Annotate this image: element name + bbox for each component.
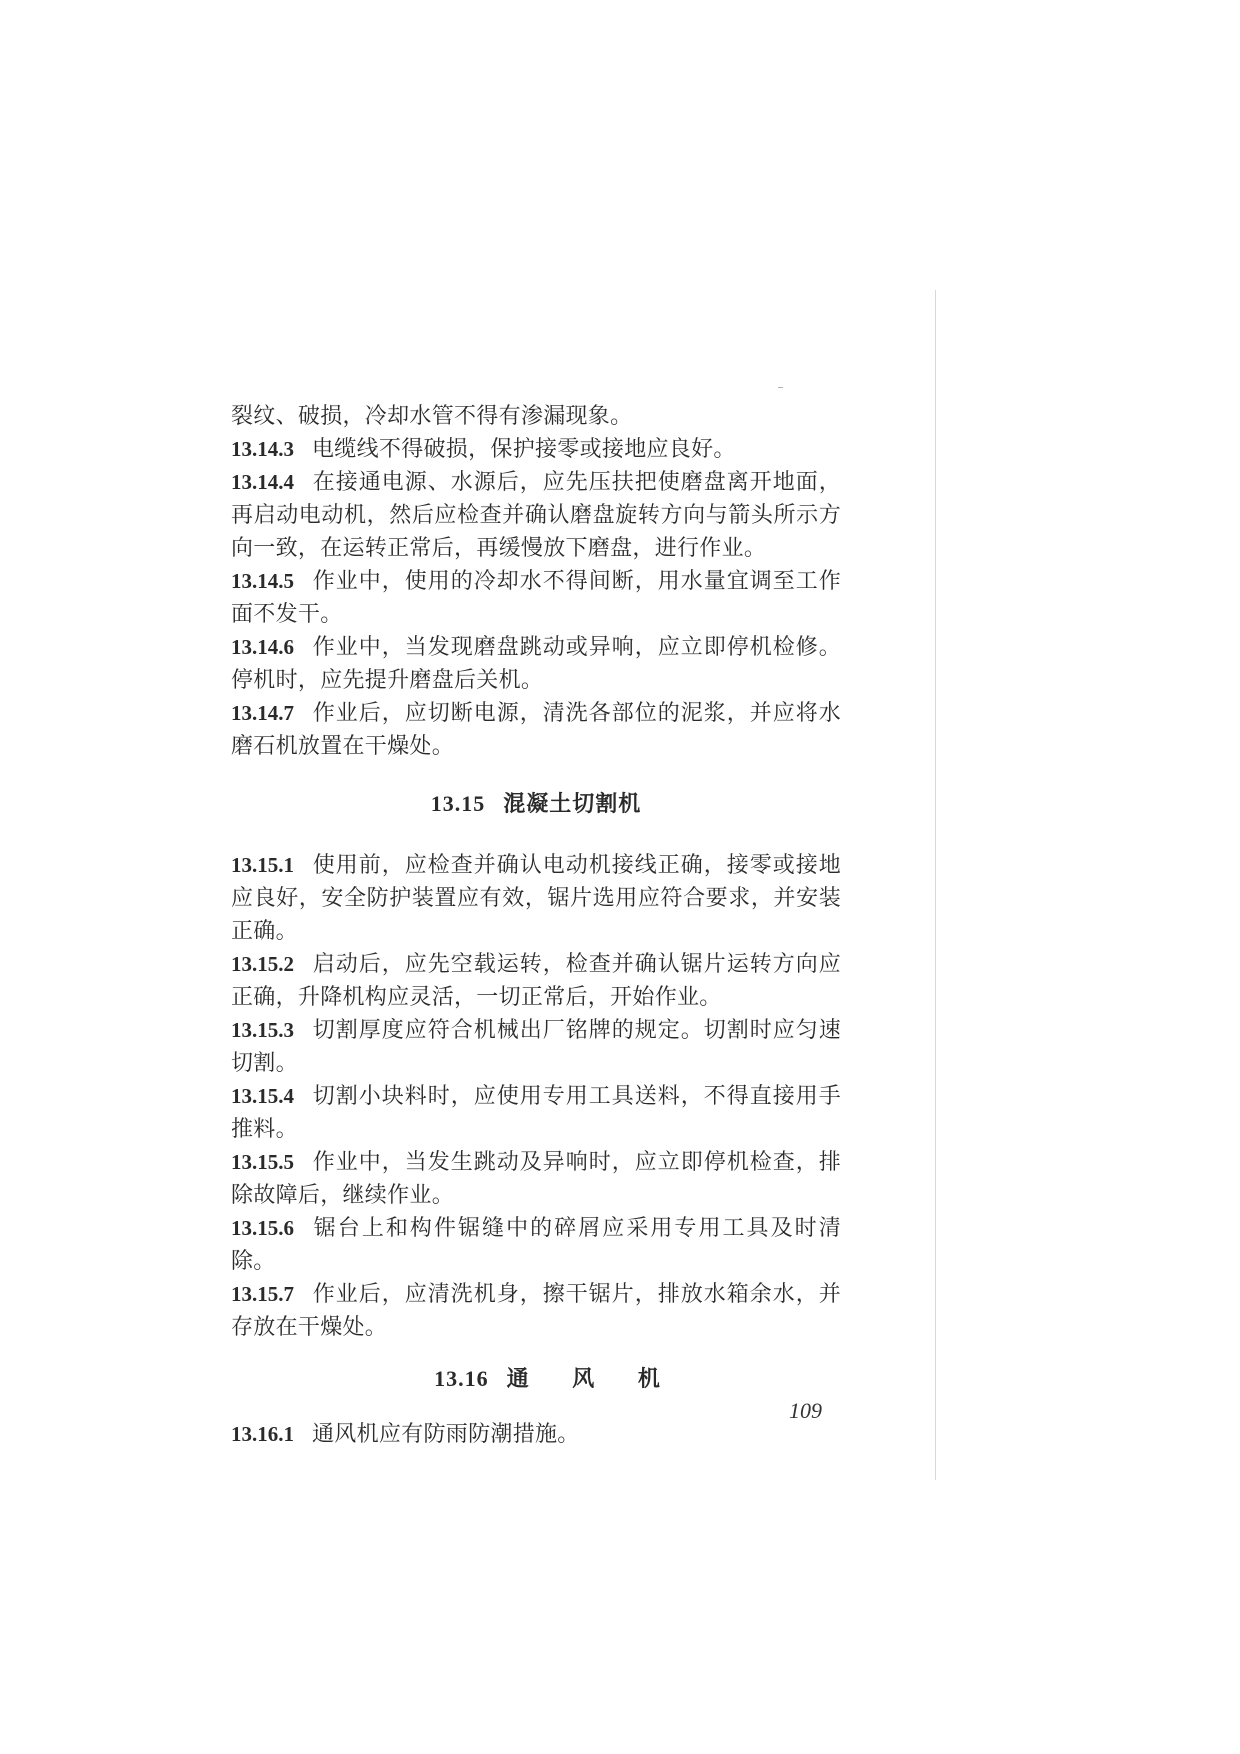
clause-text: 电缆线不得破损，保护接零或接地应良好。 <box>312 437 736 462</box>
clause-13-15-1 <box>231 849 841 948</box>
clause-13-15-6 <box>231 1212 841 1278</box>
clause-text: 通风机应有防雨防潮措施。 <box>312 1422 580 1447</box>
clause-text: 作业中，当发现磨盘跳动或异响，应立即停机检修。停机时，应先提升磨盘后关机。 <box>231 635 841 693</box>
clause-text: 作业后，应切断电源，清洗各部位的泥浆，并应将水磨石机放置在干燥处。 <box>231 701 841 759</box>
clause-text: 启动后，应先空载运转，检查并确认锯片运转方向应正确，升降机构应灵活，一切正常后，开始作业。 <box>231 952 841 1010</box>
page-number: 109 <box>789 1398 822 1423</box>
clause-text: 使用前，应检查并确认电动机接线正确，接零或接地应良好，安全防护装置应有效，锯片选用应符合要求，并安装正确。 <box>231 853 841 944</box>
clause-number: 13.15.1 <box>231 853 294 877</box>
clause-text: 作业后，应清洗机身，擦干锯片，排放水箱余水，并存放在干燥处。 <box>231 1282 841 1340</box>
clause-13-14-3 <box>231 433 841 466</box>
clause-number: 13.14.7 <box>231 701 294 725</box>
clause-13-15-4 <box>231 1080 841 1146</box>
section-number: 13.15 <box>430 791 486 816</box>
clause-text: 在接通电源、水源后，应先压扶把使磨盘离开地面，再启动电动机，然后应检查并确认磨盘旋转方向与箭头所示方向一致，在运转正常后，再缓慢放下磨盘，进行作业。 <box>231 470 841 561</box>
clause-number: 13.14.5 <box>231 569 294 593</box>
section-number: 13.16 <box>434 1366 489 1391</box>
clause-13-15-3 <box>231 1014 841 1080</box>
clause-13-15-2 <box>231 948 841 1014</box>
clause-13-16-1 <box>231 1418 841 1451</box>
clause-text: 切割小块料时，应使用专用工具送料，不得直接用手推料。 <box>231 1084 841 1142</box>
clause-13-15-7 <box>231 1278 841 1344</box>
page-body <box>231 400 841 1451</box>
continuation-paragraph: 裂纹、破损，冷却水管不得有渗漏现象。 <box>231 404 633 429</box>
clause-number: 13.16.1 <box>231 1422 294 1446</box>
section-heading-text: 混凝土切割机 <box>503 791 642 817</box>
clause-number: 13.15.5 <box>231 1150 294 1174</box>
clause-number: 13.15.7 <box>231 1282 294 1306</box>
clause-13-14-7 <box>231 697 841 763</box>
binding-edge-line <box>935 290 936 1480</box>
clause-13-14-4 <box>231 466 841 565</box>
clause-number: 13.15.3 <box>231 1018 294 1042</box>
clause-text: 锯台上和构件锯缝中的碎屑应采用专用工具及时清除。 <box>231 1216 841 1274</box>
clause-number: 13.14.3 <box>231 437 294 461</box>
clause-text: 作业中，当发生跳动及异响时，应立即停机检查，排除故障后，继续作业。 <box>231 1150 841 1208</box>
section-title-13-15 <box>231 787 841 821</box>
clause-text: 作业中，使用的冷却水不得间断，用水量宜调至工作面不发干。 <box>231 569 841 627</box>
clause-13-15-5 <box>231 1146 841 1212</box>
clause-number: 13.14.4 <box>231 470 294 494</box>
section-heading-text: 通 风 机 <box>506 1366 678 1392</box>
clause-number: 13.15.6 <box>231 1216 294 1240</box>
clause-13-14-6 <box>231 631 841 697</box>
clause-number: 13.15.4 <box>231 1084 294 1108</box>
clause-number: 13.15.2 <box>231 952 294 976</box>
clause-13-14-5 <box>231 565 841 631</box>
clause-text: 切割厚度应符合机械出厂铭牌的规定。切割时应匀速切割。 <box>231 1018 841 1076</box>
section-title-13-16 <box>231 1362 841 1396</box>
scan-speck <box>778 387 783 388</box>
clause-number: 13.14.6 <box>231 635 294 659</box>
